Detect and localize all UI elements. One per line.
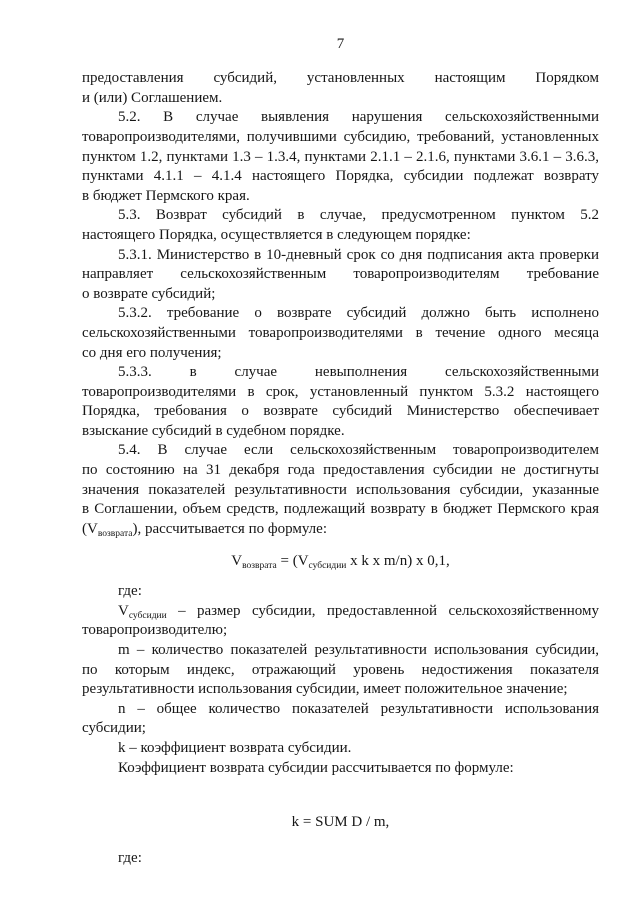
subscript-text: возврата (242, 561, 277, 571)
definition-v-subsidy (82, 602, 599, 641)
paragraph-continuation (82, 69, 599, 108)
text-line: 5.3.1. Министерство в 10-дневный срок со дня подписания акта проверки (118, 246, 599, 263)
text-line: значения показателей результативности использования субсидии, указанные (82, 481, 599, 498)
paragraph-5-3-3 (82, 363, 599, 441)
text-line: Порядка, требования о возврате субсидий Министерство обеспечивает (82, 403, 599, 420)
text-line: 5.3.3. в случае невыполнения сельскохозяйственными (118, 364, 599, 381)
text-line: о возврате субсидий; (82, 285, 216, 302)
paragraph-5-3 (82, 206, 599, 245)
text-line (82, 520, 599, 540)
text-line: товаропроизводителями, получившими субсидию, требований, установленных (82, 128, 599, 145)
formula-refund-volume (82, 551, 599, 571)
text-line: со дня его получения; (82, 344, 222, 361)
formula-fragment: V (231, 553, 243, 569)
formula-coefficient: k = SUM D / m, (291, 814, 390, 830)
paragraph-5-2 (82, 108, 599, 206)
where-label: где: (118, 850, 142, 866)
text-line: настоящего Порядка, осуществляется в следующем порядке: (82, 226, 471, 243)
where-label: где: (118, 583, 142, 600)
text-line: по состоянию на 31 декабря года предоставления субсидии не достигнуты (82, 462, 599, 479)
text-fragment: V (118, 602, 129, 619)
definition-k: k – коэффициент возврата субсидии. (118, 739, 352, 756)
subscript-text: возврата (97, 528, 133, 539)
paragraph-5-3-1 (82, 246, 599, 305)
text-fragment: – размер субсидии, предоставленной сельскохозяйственному (166, 602, 599, 619)
formula-fragment: = (V (276, 553, 309, 569)
text-line: товаропроизводителями в срок, установленный пунктом 5.3.2 настоящего (82, 383, 599, 400)
coefficient-intro: Коэффициент возврата субсидии рассчитывается по формуле: (118, 759, 514, 776)
text-line: предоставления субсидий, установленных настоящим Порядком (82, 70, 599, 87)
text-line: 5.4. В случае если сельскохозяйственным товаропроизводителем (118, 442, 599, 459)
text-line: пунктами 4.1.1 – 4.1.4 настоящего Порядка, субсидии подлежат возврату (82, 168, 599, 185)
text-line: пунктом 1.2, пунктами 1.3 – 1.3.4, пунктами 2.1.1 – 2.1.6, пунктами 3.6.1 – 3.6.3, (82, 148, 599, 165)
text-fragment: ), рассчитывается по формуле: (132, 520, 327, 537)
text-line: m – количество показателей результативности использования субсидии, (118, 641, 599, 658)
text-line: 5.3.2. требование о возврате субсидий должно быть исполнено (118, 305, 599, 322)
paragraph-5-4 (82, 441, 599, 539)
text-line: результативности использования субсидии, имеет положительное значение; (82, 681, 568, 698)
subscript-text: субсидии (128, 610, 167, 621)
text-line: в Соглашении, объем средств, подлежащий возврату в бюджет Пермского края (82, 501, 599, 518)
text-line: 5.3. Возврат субсидий в случае, предусмотренном пунктом 5.2 (118, 207, 599, 224)
formula-fragment: x k x m/n) x 0,1, (346, 553, 450, 569)
text-line (82, 602, 599, 622)
paragraph-5-3-2 (82, 304, 599, 363)
text-block-definitions (82, 582, 599, 778)
text-line: взыскание субсидий в судебном порядке. (82, 422, 345, 439)
text-fragment: (V (82, 520, 98, 537)
subscript-text: субсидии (308, 561, 347, 571)
text-line: товаропроизводителю; (82, 622, 228, 639)
page-number: 7 (336, 36, 345, 52)
text-line: n – общее количество показателей результативности использования (118, 700, 599, 717)
text-line: субсидии; (82, 720, 146, 737)
text-line: направляет сельскохозяйственным товаропроизводителям требование (82, 266, 599, 283)
text-line: и (или) Соглашением. (82, 89, 223, 106)
text-line: сельскохозяйственными товаропроизводителями в течение одного месяца (82, 324, 599, 341)
text-block-main (82, 69, 599, 539)
definition-n (82, 700, 599, 739)
text-line: 5.2. В случае выявления нарушения сельскохозяйственными (118, 109, 599, 126)
text-line: по которым индекс, отражающий уровень недостижения показателя (82, 661, 599, 678)
definition-m (82, 641, 599, 700)
text-line: в бюджет Пермского края. (82, 187, 250, 204)
